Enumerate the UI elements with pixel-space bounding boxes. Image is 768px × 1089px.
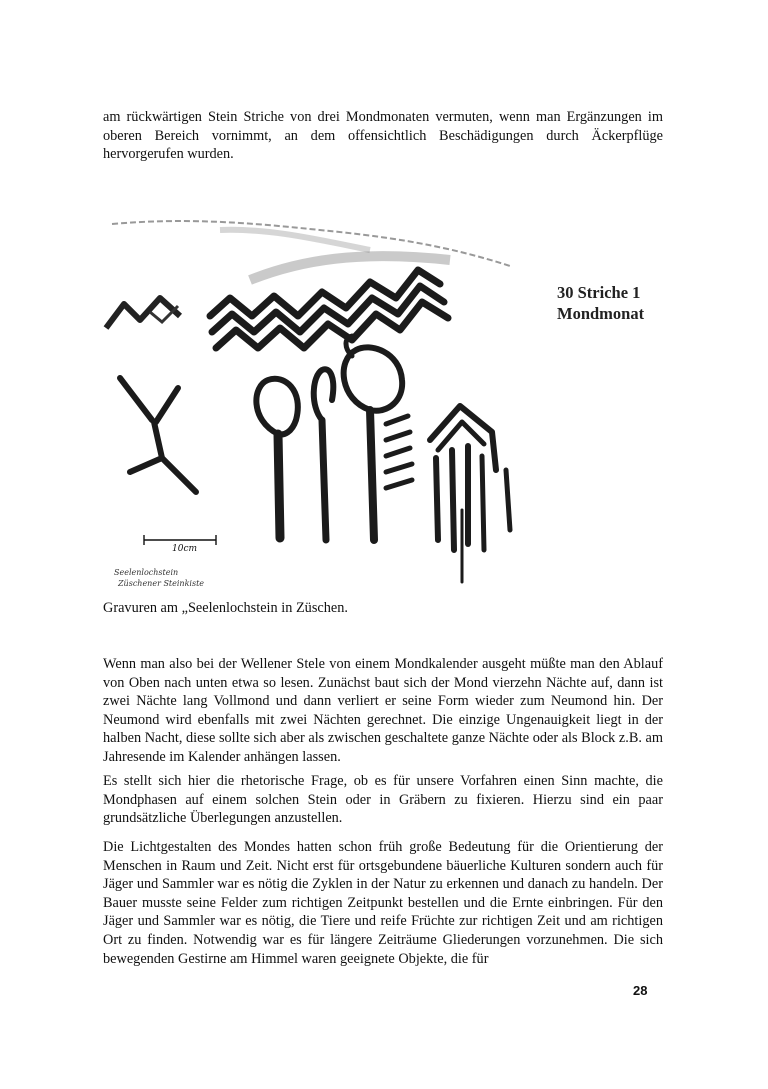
figure-side-caption	[557, 282, 677, 324]
body-paragraph: Es stellt sich hier die rhetorische Frage, ob es für unsere Vorfahren einen Sinn machte, die Mondphasen auf einem solchen Stein oder in Gräbern zu fixieren. Hierzu sind ein paar grundsätzliche Überlegungen anzustellen.	[103, 773, 663, 827]
engraving-drawing	[100, 210, 520, 600]
side-caption-line1: 30 Striche 1	[557, 283, 641, 302]
body-paragraph: Wenn man also bei der Wellener Stele von einem Mondkalender ausgeht müßte man den Ablauf von Oben nach unten etwa so lesen. Zunächst baut sich der Mond vierzehn Nächte auf, dann ist zwei Nächte lang Vollmond und dann verliert er seine Form wieder zum Neumond hin. Der Neumond wird ebenfalls mit zwei Nächten gerechnet. Die einzige Ungenauigkeit liegt in der halben Nacht, diese sollte sich aber als zwischen geschaltete ganze Nächte oder als Block z.B. am Jahresende im Kalender anhängen lassen.	[103, 656, 663, 765]
handwritten-note-line1: Seelenlochstein	[114, 568, 179, 577]
scale-label: 10cm	[172, 544, 198, 554]
intro-paragraph: am rückwärtigen Stein Striche von drei Mondmonaten vermuten, wenn man Ergänzungen im oberen Bereich vornimmt, an dem offensichtlich Beschädigungen durch Äckerpflüge hervorgerufen wurden.	[103, 109, 663, 163]
page-number: 28	[633, 983, 648, 998]
figure-caption: Gravuren am „Seelenlochstein in Züschen.	[103, 600, 348, 616]
side-caption-line2: Mondmonat	[557, 304, 645, 323]
body-paragraph: Die Lichtgestalten des Mondes hatten schon früh große Bedeutung für die Orientierung der Menschen in Raum und Zeit. Nicht erst für ortsgebundene bäuerliche Kulturen sondern auch für Jäger und Sammler war es nötig die Zyklen in der Natur zu erkennen und danach zu handeln. Der Bauer musste seine Felder zum richtigen Zeitpunkt bestellen und die Ernte einbringen. Für den Jäger und Sammler war es nötig, die Tiere und reife Früchte zur richtigen Zeit und am richtigen Ort zu finden. Notwendig war es für längere Zeiträume Gliederungen vorzunehmen. Die sich bewegenden Gestirne am Himmel waren geeignete Objekte, die für	[103, 839, 663, 967]
handwritten-note-line2: Züschener Steinkiste	[118, 579, 205, 588]
